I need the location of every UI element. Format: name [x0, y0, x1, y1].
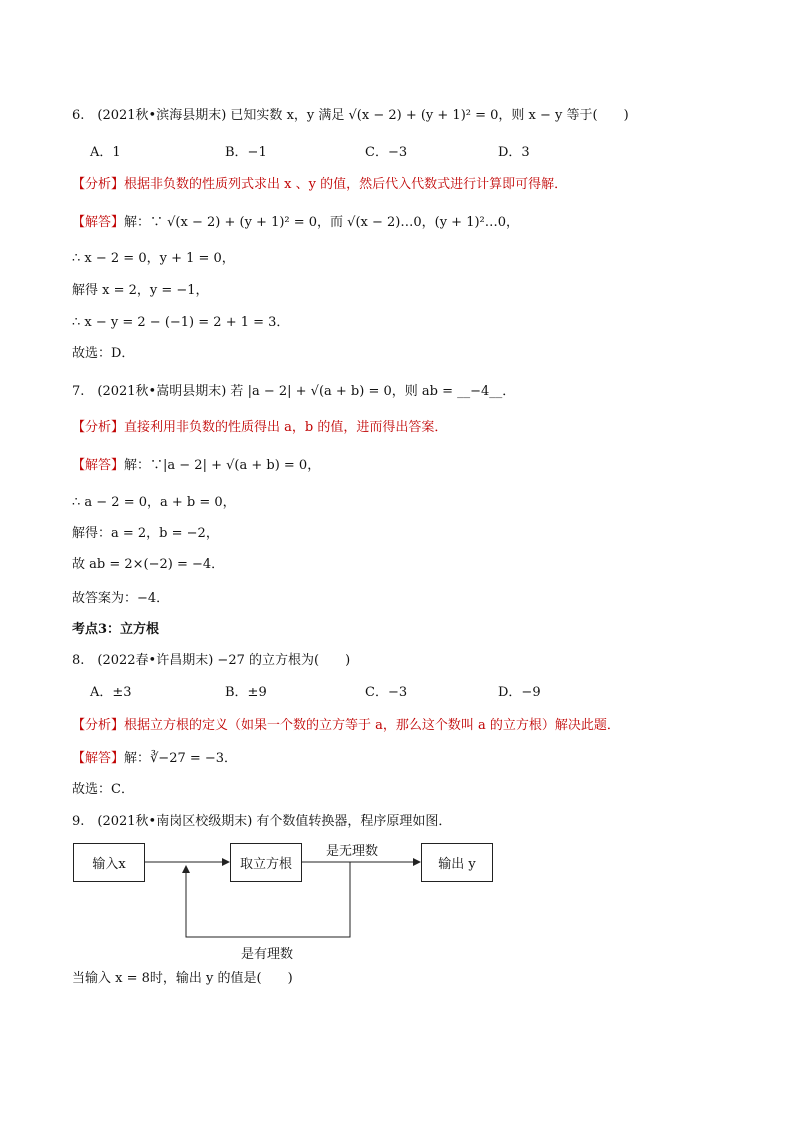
q6-stem: 6. (2021秋•滨海县期末) 已知实数 x，y 满足 √(x − 2) + (y + 1)² = 0，则 x − y 等于( )	[72, 108, 629, 123]
q6-solution-line-2: ∴ x − 2 = 0，y + 1 = 0，	[72, 251, 235, 266]
q8-stem: 8. (2022春•许昌期末) −27 的立方根为( )	[72, 653, 351, 668]
q8-option-d: D．−9	[498, 685, 541, 700]
q9-stem: 9. (2021秋•南岗区校级期末) 有个数值转换器，程序原理如图．	[72, 814, 452, 829]
q6-solution-line-4: ∴ x − y = 2 − (−1) = 2 + 1 = 3．	[72, 315, 290, 330]
q6-option-b: B．−1	[225, 145, 267, 160]
solution-text: 解：∵ √(x − 2) + (y + 1)² = 0，而 √(x − 2)…0，(y + 1)²…0，	[124, 215, 520, 230]
solution-text: 解：∵|a − 2| + √(a + b) = 0，	[124, 458, 321, 473]
q8-option-c: C．−3	[365, 685, 408, 700]
flow-label-rational: 是有理数	[241, 947, 294, 962]
analysis-text: 直接利用非负数的性质得出 a，b 的值，进而得出答案．	[124, 420, 448, 435]
flow-process-box: 取立方根	[230, 843, 302, 882]
solution-tag: 【解答】	[72, 458, 125, 473]
q7-answer: 故答案为：−4．	[72, 591, 170, 606]
solution-tag: 【解答】	[72, 751, 125, 766]
q6-solution-line-3: 解得 x = 2，y = −1，	[72, 283, 209, 298]
q8-option-a: A．±3	[90, 685, 132, 700]
q7-solution-line-2: ∴ a − 2 = 0，a + b = 0，	[72, 495, 236, 510]
q7-solution-line-4: 故 ab = 2×(−2) = −4．	[72, 557, 225, 572]
q9-question: 当输入 x = 8时，输出 y 的值是( )	[72, 971, 293, 986]
flow-label-irrational: 是无理数	[326, 844, 379, 859]
q8-choice: 故选：C．	[72, 782, 134, 797]
solution-tag: 【解答】	[72, 215, 125, 230]
flow-input-box: 输入x	[73, 843, 145, 882]
analysis-tag: 【分析】	[72, 177, 125, 192]
q7-stem: 7. (2021秋•嵩明县期末) 若 |a − 2| + √(a + b) = 0，则 ab = __−4__．	[72, 384, 516, 399]
q6-option-a: A．1	[90, 145, 121, 160]
q7-solution-line-3: 解得：a = 2，b = −2，	[72, 526, 219, 541]
analysis-tag: 【分析】	[72, 420, 125, 435]
q6-choice: 故选：D．	[72, 346, 135, 361]
q8-option-b: B．±9	[225, 685, 267, 700]
analysis-text: 根据立方根的定义（如果一个数的立方等于 a，那么这个数叫 a 的立方根）解决此题．	[124, 718, 620, 733]
solution-text: 解：∛−27 = −3．	[124, 751, 238, 766]
q6-option-c: C．−3	[365, 145, 408, 160]
section-heading: 考点3：立方根	[72, 622, 160, 637]
analysis-tag: 【分析】	[72, 718, 125, 733]
analysis-text: 根据非负数的性质列式求出 x 、y 的值，然后代入代数式进行计算即可得解．	[124, 177, 568, 192]
q6-option-d: D．3	[498, 145, 530, 160]
arrow-loop-back	[186, 862, 350, 937]
flow-output-box: 输出 y	[421, 843, 493, 882]
